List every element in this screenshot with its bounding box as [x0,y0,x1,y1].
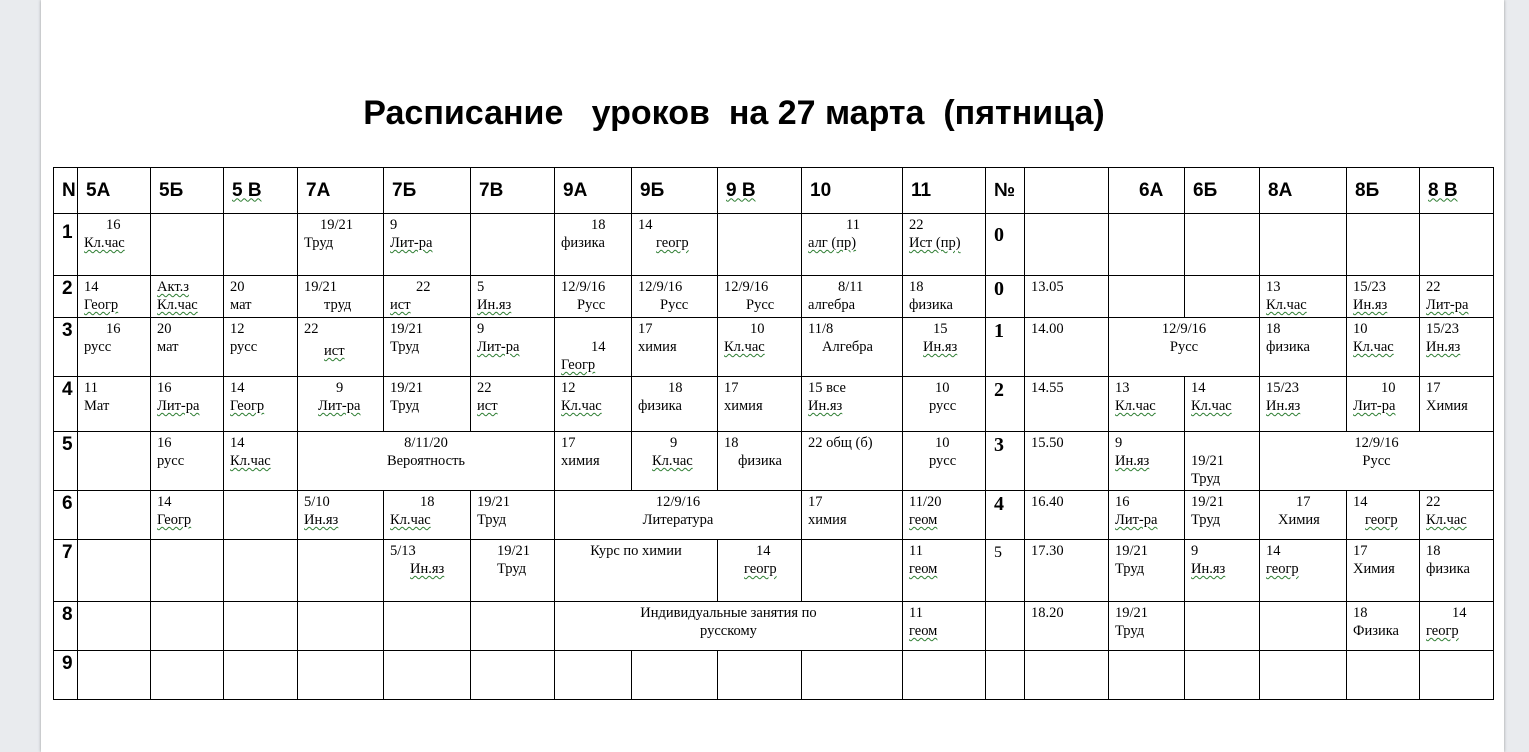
lesson-cell-merged: 12/9/16 Русс [1109,318,1260,377]
col-header: N [54,168,78,214]
lesson-cell [78,540,151,602]
col-header: 9Б [632,168,718,214]
lesson-cell: 22 ист [298,318,384,377]
lesson-cell: 19/21 труд [298,276,384,318]
lesson-cell: 11 алг (пр) [802,214,903,276]
col-header: 8Б [1347,168,1420,214]
lesson-cell: 19/21 Труд [1185,491,1260,540]
lesson-cell [151,602,224,651]
col-header: 6Б [1185,168,1260,214]
lesson-cell: 17 химия [802,491,903,540]
lesson-cell: Акт.з Кл.час [151,276,224,318]
lesson-cell [1260,602,1347,651]
lesson-cell [1185,276,1260,318]
slot-number: 1 [986,318,1025,377]
lesson-cell: 18 физика [903,276,986,318]
lesson-cell: 18 физика [632,377,718,432]
lesson-cell: 9 Кл.час [632,432,718,491]
lesson-number: 5 [54,432,78,491]
schedule-table [53,167,1494,700]
slot-number [986,602,1025,651]
lesson-cell [384,602,471,651]
lesson-cell [224,602,298,651]
lesson-cell: 10 русс [903,432,986,491]
col-header-text: 9 В [726,179,756,201]
lesson-cell: 17 химия [632,318,718,377]
lesson-cell: 18 Физика [1347,602,1420,651]
lesson-cell: 14 Геогр [78,276,151,318]
document-page [41,0,1504,752]
lesson-cell: 15/23 Ин.яз [1260,377,1347,432]
lesson-number: 2 [54,276,78,318]
lesson-cell: 19/21 Труд [471,540,555,602]
col-header: № [986,168,1025,214]
lesson-cell: 11 геом [903,602,986,651]
lesson-cell: 14 геогр [718,540,802,602]
lesson-cell-merged: 8/11/20 Вероятность [298,432,555,491]
lesson-cell [1109,276,1185,318]
lesson-cell [903,651,986,700]
lesson-cell-merged: 12/9/16 Русс [1260,432,1494,491]
lesson-cell: 18 физика [718,432,802,491]
lesson-number: 6 [54,491,78,540]
table-row [54,318,1494,377]
lesson-number: 7 [54,540,78,602]
time-cell: 13.05 [1025,276,1109,318]
col-header: 11 [903,168,986,214]
lesson-cell [471,214,555,276]
lesson-cell: 9 Лит-ра [471,318,555,377]
col-header: 7В [471,168,555,214]
lesson-cell [718,214,802,276]
lesson-cell: 13 Кл.час [1109,377,1185,432]
lesson-cell [1420,651,1494,700]
lesson-cell: 18 физика [1420,540,1494,602]
lesson-cell: 10 Кл.час [718,318,802,377]
lesson-number: 8 [54,602,78,651]
lesson-cell: 17 Химия [1420,377,1494,432]
table-row [54,432,1494,491]
lesson-number: 3 [54,318,78,377]
lesson-number: 9 [54,651,78,700]
lesson-cell: 22 Ист (пр) [903,214,986,276]
lesson-cell: 22 ист [471,377,555,432]
col-header: 7А [298,168,384,214]
table-row [54,377,1494,432]
lesson-cell [78,491,151,540]
lesson-cell: 17 Химия [1260,491,1347,540]
lesson-cell: 19/21 Труд [384,318,471,377]
lesson-cell [1260,651,1347,700]
lesson-cell: 14 геогр [1260,540,1347,602]
lesson-cell [78,602,151,651]
lesson-cell: 14 геогр [1347,491,1420,540]
col-header [224,168,298,214]
lesson-cell: 19/21 Труд [384,377,471,432]
lesson-cell: 20 мат [224,276,298,318]
lesson-cell [224,540,298,602]
lesson-cell: 9 Лит-ра [298,377,384,432]
lesson-cell [1109,651,1185,700]
lesson-cell [151,214,224,276]
lesson-cell [555,651,632,700]
slot-number: 3 [986,432,1025,491]
lesson-cell: 14 Кл.час [224,432,298,491]
lesson-cell: 12/9/16 Русс [718,276,802,318]
slot-number: 0 [986,214,1025,276]
table-row [54,651,1494,700]
lesson-cell [471,651,555,700]
col-header: 10 [802,168,903,214]
lesson-cell [78,651,151,700]
lesson-cell: 12 русс [224,318,298,377]
lesson-cell: 18 физика [555,214,632,276]
lesson-cell [151,540,224,602]
lesson-cell [224,214,298,276]
lesson-cell: 16 Кл.час [78,214,151,276]
time-cell: 14.00 [1025,318,1109,377]
slot-number: 4 [986,491,1025,540]
lesson-cell: 22 ист [384,276,471,318]
col-header [1420,168,1494,214]
lesson-cell: 18 Кл.час [384,491,471,540]
lesson-cell [298,602,384,651]
lesson-cell: 10 Кл.час [1347,318,1420,377]
col-header: 8А [1260,168,1347,214]
lesson-cell [802,651,903,700]
lesson-cell: 12/9/16 Русс [632,276,718,318]
lesson-cell: 10 русс [903,377,986,432]
lesson-cell [1185,651,1260,700]
lesson-cell: 11/20 геом [903,491,986,540]
lesson-cell: 9 Лит-ра [384,214,471,276]
lesson-cell: 14 Геогр [151,491,224,540]
lesson-cell: 22 общ (б) [802,432,903,491]
lesson-cell: 15/23 Ин.яз [1420,318,1494,377]
lesson-cell: 14 Геогр [555,318,632,377]
lesson-cell: 11 Мат [78,377,151,432]
lesson-cell: 14 Геогр [224,377,298,432]
lesson-cell: 12/9/16 Русс [555,276,632,318]
lesson-cell: 11 геом [903,540,986,602]
col-header-text: 8 В [1428,179,1458,201]
time-cell [1025,651,1109,700]
col-header: 9А [555,168,632,214]
lesson-cell [298,540,384,602]
lesson-cell [1347,214,1420,276]
lesson-cell [1185,602,1260,651]
lesson-cell [718,651,802,700]
lesson-cell: 11/8 Алгебра [802,318,903,377]
table-row [54,276,1494,318]
lesson-cell: 9 Ин.яз [1109,432,1185,491]
time-cell: 18.20 [1025,602,1109,651]
lesson-cell [78,432,151,491]
lesson-number: 4 [54,377,78,432]
lesson-cell-merged: Индивидуальные занятия по русскому [555,602,903,651]
lesson-cell: 19/21 Труд [1109,540,1185,602]
time-cell: 15.50 [1025,432,1109,491]
lesson-cell: 12 Кл.час [555,377,632,432]
lesson-cell: 15/23 Ин.яз [1347,276,1420,318]
lesson-cell: 15 Ин.яз [903,318,986,377]
lesson-cell [384,651,471,700]
lesson-cell: 5 Ин.яз [471,276,555,318]
col-header: 5А [78,168,151,214]
col-header: 7Б [384,168,471,214]
col-header [1025,168,1109,214]
header-row [54,168,1494,214]
slot-number: 5 [986,540,1025,602]
lesson-cell-merged: Курс по химии [555,540,718,602]
lesson-cell: 15 все Ин.яз [802,377,903,432]
lesson-cell: 16 русс [151,432,224,491]
lesson-cell: 20 мат [151,318,224,377]
time-cell [1025,214,1109,276]
col-header: 6А [1109,168,1185,214]
time-cell: 16.40 [1025,491,1109,540]
lesson-cell: 18 физика [1260,318,1347,377]
lesson-cell: 22 Лит-ра [1420,276,1494,318]
lesson-cell [632,651,718,700]
lesson-cell [224,651,298,700]
lesson-cell [1260,214,1347,276]
col-header [718,168,802,214]
col-header-text: 5 В [232,179,262,201]
lesson-cell: 16 Лит-ра [1109,491,1185,540]
time-cell: 14.55 [1025,377,1109,432]
lesson-cell: 5/10 Ин.яз [298,491,384,540]
lesson-cell: 10 Лит-ра [1347,377,1420,432]
lesson-cell-merged: 12/9/16 Литература [555,491,802,540]
table-row [54,540,1494,602]
lesson-cell: 17 химия [718,377,802,432]
lesson-cell [151,651,224,700]
lesson-cell [224,491,298,540]
lesson-cell: 17 химия [555,432,632,491]
lesson-cell: 19/21 Труд [471,491,555,540]
lesson-cell [1109,214,1185,276]
lesson-cell: 19/21 Труд [1185,432,1260,491]
lesson-number: 1 [54,214,78,276]
lesson-cell: 19/21 Труд [1109,602,1185,651]
lesson-cell: 14 геогр [632,214,718,276]
lesson-cell [298,651,384,700]
slot-number: 0 [986,276,1025,318]
lesson-cell [802,540,903,602]
time-cell: 17.30 [1025,540,1109,602]
lesson-cell: 22 Кл.час [1420,491,1494,540]
lesson-cell: 5/13 Ин.яз [384,540,471,602]
lesson-cell: 16 русс [78,318,151,377]
lesson-cell [1185,214,1260,276]
page-title: Расписание уроков на 27 марта (пятница) [363,94,1105,132]
table-row [54,214,1494,276]
lesson-cell: 17 Химия [1347,540,1420,602]
col-header: 5Б [151,168,224,214]
lesson-cell [471,602,555,651]
table-row [54,602,1494,651]
lesson-cell: 14 геогр [1420,602,1494,651]
lesson-cell: 16 Лит-ра [151,377,224,432]
table-row [54,491,1494,540]
slot-number [986,651,1025,700]
slot-number: 2 [986,377,1025,432]
lesson-cell: 9 Ин.яз [1185,540,1260,602]
lesson-cell: 8/11 алгебра [802,276,903,318]
lesson-cell [1347,651,1420,700]
lesson-cell [1420,214,1494,276]
lesson-cell: 19/21 Труд [298,214,384,276]
lesson-cell: 13 Кл.час [1260,276,1347,318]
lesson-cell: 14 Кл.час [1185,377,1260,432]
